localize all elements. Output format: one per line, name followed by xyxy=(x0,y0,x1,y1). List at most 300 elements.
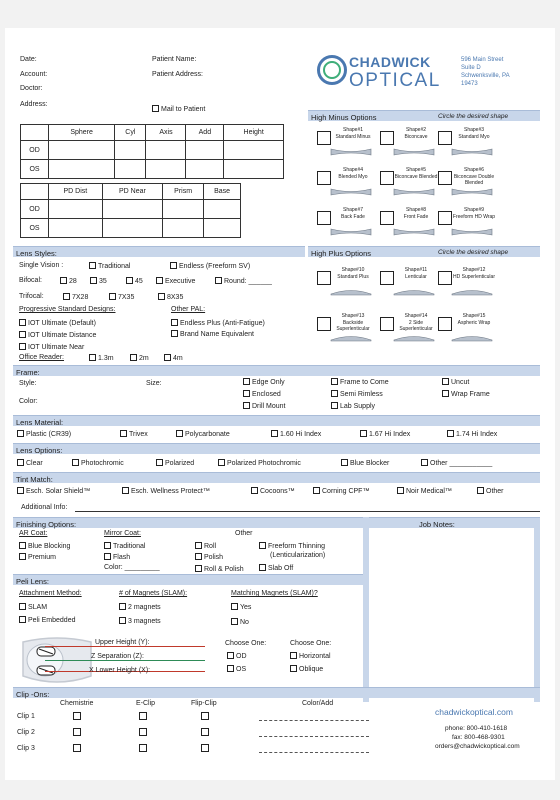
separation-line xyxy=(45,660,205,661)
semi-rimless-option[interactable] xyxy=(331,390,383,398)
lens-profile-icon xyxy=(329,288,373,296)
iot-distance-option[interactable] xyxy=(19,331,96,339)
office-13-option[interactable] xyxy=(89,354,114,362)
shape-description: Back Fade xyxy=(341,214,365,220)
option-label: 1.60 Hi Index xyxy=(280,431,322,438)
option-label: IOT Ultimate Near xyxy=(28,344,85,351)
option-label: 2 magnets xyxy=(128,604,161,611)
clipons-header xyxy=(13,687,540,698)
option-polarized[interactable] xyxy=(156,459,194,467)
shape-name: Shape#4 xyxy=(342,167,364,173)
matching-yes-option[interactable] xyxy=(231,603,251,611)
clip-header-chemistrie: Chemistrie xyxy=(60,700,94,707)
checkbox xyxy=(227,652,234,659)
checkbox[interactable] xyxy=(152,105,159,112)
option-label: Enclosed xyxy=(252,391,281,398)
lower-height-label: X Lower Height (X): xyxy=(89,667,151,674)
checkbox xyxy=(130,354,137,361)
phone: phone: 800-410-1618 xyxy=(445,725,508,732)
rx-cell[interactable] xyxy=(224,160,284,179)
option-label: Oblique xyxy=(299,666,324,673)
checkbox xyxy=(63,293,70,300)
option-label: Lab Supply xyxy=(340,403,376,410)
option-label: Clear xyxy=(26,460,43,467)
lens-profile-shape xyxy=(394,189,434,195)
shape-description: 2 Side Superlenticular xyxy=(399,320,433,332)
shape-name: Shape#1 xyxy=(342,127,364,133)
matching-label: Matching Magnets (SLAM)? xyxy=(231,590,318,597)
additional-info-label: Additional Info: xyxy=(21,504,68,511)
freeform-option[interactable] xyxy=(259,542,325,550)
pd-cell[interactable] xyxy=(163,200,204,219)
clip-header-eclip: E-Clip xyxy=(136,700,156,707)
material-167[interactable] xyxy=(360,430,410,438)
checkbox xyxy=(259,542,266,549)
option-other[interactable] xyxy=(421,459,492,467)
checkbox xyxy=(126,277,133,284)
high-minus-instruction: Circle the desired shape xyxy=(438,113,509,120)
checkbox xyxy=(104,542,111,549)
lens-profile-shape xyxy=(394,337,434,342)
finishing-title: Finishing Options: xyxy=(16,520,77,529)
lab-supply-option[interactable] xyxy=(331,402,375,410)
option-photochromic[interactable] xyxy=(72,459,124,467)
drill-mount-option[interactable] xyxy=(243,402,285,410)
bifocal-45-option[interactable] xyxy=(126,277,143,285)
traditional-option[interactable] xyxy=(89,262,130,270)
lens-profile-shape xyxy=(331,337,371,342)
enclosed-option[interactable] xyxy=(243,390,281,398)
trifocal-8x35-option[interactable] xyxy=(158,293,183,301)
option-label: Wrap Frame xyxy=(451,391,490,398)
option-label: Uncut xyxy=(451,379,470,386)
clip3-eclip-checkbox[interactable] xyxy=(139,744,147,752)
checkbox xyxy=(19,603,26,610)
checkbox xyxy=(176,430,183,437)
website[interactable]: chadwickoptical.com xyxy=(435,707,513,717)
matching-no-option[interactable] xyxy=(231,618,249,626)
shape-name: Shape#5 xyxy=(405,167,427,173)
material-trivex[interactable] xyxy=(120,430,148,438)
checkbox xyxy=(171,330,178,337)
lens-profile-shape xyxy=(331,189,371,195)
shape-name: Shape#7 xyxy=(342,207,364,213)
logo-line2: OPTICAL xyxy=(349,70,441,91)
lens-profile-shape xyxy=(394,229,434,235)
lens-profile-icon xyxy=(392,334,436,342)
choose-one-eye-label: Choose One: xyxy=(225,640,267,647)
choose-one-orientation-label: Choose One: xyxy=(290,640,332,647)
peli-glasses-diagram xyxy=(17,632,97,692)
pd-cell[interactable] xyxy=(204,219,241,238)
iot-near-option[interactable] xyxy=(19,343,84,351)
material-160[interactable] xyxy=(271,430,321,438)
lens-profile-shape xyxy=(394,291,434,296)
rx-cell[interactable] xyxy=(115,141,146,160)
shape-name: Shape#11 xyxy=(404,267,428,273)
shape-description: Standard Minus xyxy=(335,134,371,140)
option-label: Lower Height (X): xyxy=(95,667,151,674)
lens-profile-shape xyxy=(331,229,371,235)
checkbox xyxy=(215,277,222,284)
lens-profile-icon xyxy=(450,228,494,236)
checkbox xyxy=(19,616,26,623)
checkbox xyxy=(119,603,126,610)
fax: fax: 800-468-9301 xyxy=(452,734,505,741)
patient-address-label: Patient Address: xyxy=(152,71,203,78)
pd-cell[interactable] xyxy=(102,200,162,219)
edge-only-option[interactable] xyxy=(243,378,285,386)
checkbox xyxy=(19,553,26,560)
pd-cell[interactable] xyxy=(49,200,103,219)
mail-to-patient-label: Mail to Patient xyxy=(161,106,206,113)
premium-option[interactable] xyxy=(19,553,56,561)
option-clear[interactable] xyxy=(17,459,43,467)
frame-to-come-option[interactable] xyxy=(331,378,389,386)
checkbox xyxy=(227,665,234,672)
option-label: Round: ______ xyxy=(224,278,272,285)
shape-name: Shape#8 xyxy=(405,207,427,213)
account-label: Account: xyxy=(20,71,48,78)
lens-profile-icon xyxy=(329,148,373,156)
clipons-title: Clip -Ons: xyxy=(16,690,50,699)
order-form xyxy=(5,28,555,780)
rx-cell[interactable] xyxy=(146,160,186,179)
lens-profile-icon xyxy=(392,288,436,296)
mail-to-patient-checkbox[interactable] xyxy=(152,105,205,113)
clip1-eclip-checkbox[interactable] xyxy=(139,712,147,720)
checkbox xyxy=(170,262,177,269)
rx-cell[interactable] xyxy=(186,141,224,160)
checkbox xyxy=(164,354,171,361)
clip1-chemistrie-checkbox[interactable] xyxy=(73,712,81,720)
oblique-option[interactable] xyxy=(290,665,323,673)
checkbox xyxy=(442,390,449,397)
shape-name: Shape#15 xyxy=(462,313,486,319)
shape-description: Front Fade xyxy=(403,214,429,220)
rx-cell[interactable] xyxy=(186,160,224,179)
option-label: Polarized xyxy=(165,460,195,467)
checkbox xyxy=(251,487,258,494)
pd-header-dist: PD Dist xyxy=(49,184,103,200)
tint-match-header xyxy=(13,472,540,483)
upper-height-label: Upper Height (Y): xyxy=(95,639,150,646)
rx-cell[interactable] xyxy=(115,160,146,179)
checkbox xyxy=(17,459,24,466)
option-label: Blue Blocking xyxy=(28,543,71,550)
pd-cell[interactable] xyxy=(163,219,204,238)
checkbox xyxy=(195,553,202,560)
round-option[interactable] xyxy=(215,277,272,285)
option-label: Endless (Freeform SV) xyxy=(179,263,251,270)
option-label: Flash xyxy=(113,554,131,561)
option-label: Freeform Thinning xyxy=(268,543,326,550)
option-label: Traditional xyxy=(98,263,131,270)
frame-color-label: Color: xyxy=(19,398,38,405)
mirror-traditional-option[interactable] xyxy=(104,542,145,550)
checkbox xyxy=(231,618,238,625)
option-label: Brand Name Equivalent xyxy=(180,331,254,338)
option-label: Polish xyxy=(204,554,224,561)
option-label: 45 xyxy=(135,278,143,285)
option-label: Endless Plus (Anti-Fatigue) xyxy=(180,320,265,327)
flash-option[interactable] xyxy=(104,553,130,561)
checkbox xyxy=(104,553,111,560)
checkbox xyxy=(119,617,126,624)
logo-address-2: Suite D xyxy=(461,65,481,71)
pd-header-base: Base xyxy=(204,184,241,200)
rx-row-os: OS xyxy=(21,160,49,179)
option-label: Corning CPF™ xyxy=(322,488,370,495)
clip3-flipclip-checkbox[interactable] xyxy=(201,744,209,752)
lens-profile-icon xyxy=(450,288,494,296)
option-label: Polarized Photochromic xyxy=(227,460,301,467)
rx-cell[interactable] xyxy=(49,160,115,179)
checkbox xyxy=(218,459,225,466)
slam-option[interactable] xyxy=(19,603,47,611)
checkbox xyxy=(397,487,404,494)
rx-cell[interactable] xyxy=(146,141,186,160)
option-blue-blocker[interactable] xyxy=(341,459,389,467)
option-label: 1.74 Hi Index xyxy=(456,431,498,438)
logo-address-4: 19473 xyxy=(461,81,478,87)
bifocal-label: Bifocal: xyxy=(19,277,42,284)
pd-cell[interactable] xyxy=(204,200,241,219)
option-label: Trivex xyxy=(129,431,148,438)
pd-cell[interactable] xyxy=(102,219,162,238)
option-label: Cocoons™ xyxy=(260,488,295,495)
clip1-flipclip-checkbox[interactable] xyxy=(201,712,209,720)
lens-profile-shape xyxy=(394,149,434,155)
bifocal-35-option[interactable] xyxy=(90,277,107,285)
clip1-coloradd-line[interactable] xyxy=(259,720,369,721)
trifocal-7x28-option[interactable] xyxy=(63,293,88,301)
shape-description: HD Superlenticular xyxy=(453,274,495,280)
checkbox xyxy=(290,665,297,672)
rx-cell[interactable] xyxy=(224,141,284,160)
lens-profile-shape xyxy=(452,291,492,296)
lens-profile-shape xyxy=(331,291,371,296)
option-label: Esch. Wellness Protect™ xyxy=(131,488,210,495)
material-polycarbonate[interactable] xyxy=(176,430,230,438)
high-plus-instruction: Circle the desired shape xyxy=(438,249,509,256)
option-label: Esch. Solar Shield™ xyxy=(26,488,91,495)
peli-embedded-option[interactable] xyxy=(19,616,75,624)
material-174[interactable] xyxy=(447,430,497,438)
executive-option[interactable] xyxy=(156,277,195,285)
checkbox xyxy=(313,487,320,494)
3-magnets-option[interactable] xyxy=(119,617,161,625)
checkbox xyxy=(19,331,26,338)
shape-name: Shape#2 xyxy=(405,127,427,133)
other-label: Other xyxy=(235,530,253,537)
lens-profile-icon xyxy=(450,148,494,156)
roll-polish-option[interactable] xyxy=(195,565,244,573)
office-4-option[interactable] xyxy=(164,354,183,362)
option-label: SLAM xyxy=(28,604,48,611)
lens-profile-icon xyxy=(329,188,373,196)
high-minus-header xyxy=(308,110,540,121)
checkbox xyxy=(243,378,250,385)
lenticularization-label: (Lenticularization) xyxy=(270,552,326,559)
checkbox xyxy=(89,354,96,361)
lens-profile-shape xyxy=(331,149,371,155)
shape-description: Standard Myo xyxy=(458,134,490,140)
shape-name: Shape#13 xyxy=(341,313,365,319)
uncut-option[interactable] xyxy=(442,378,469,386)
checkbox xyxy=(19,319,26,326)
horizontal-option[interactable] xyxy=(290,652,331,660)
clip2-coloradd-line[interactable] xyxy=(259,736,369,737)
option-label: Other ___________ xyxy=(430,460,493,467)
rx-row-od: OD xyxy=(21,141,49,160)
lens-material-title: Lens Material: xyxy=(16,418,64,427)
option-label: Edge Only xyxy=(252,379,285,386)
tint-other[interactable] xyxy=(477,487,504,495)
pd-header-near: PD Near xyxy=(102,184,162,200)
slab-off-option[interactable] xyxy=(259,564,293,572)
option-label: OD xyxy=(236,653,247,660)
clip3-coloradd-line[interactable] xyxy=(259,752,369,753)
pd-row-od: OD xyxy=(21,200,49,219)
wrap-frame-option[interactable] xyxy=(442,390,490,398)
material-cr39[interactable] xyxy=(17,430,71,438)
email[interactable]: orders@chadwickoptical.com xyxy=(435,743,520,750)
mirror-coat-label: Mirror Coat: xyxy=(104,530,141,537)
job-notes-title: Job Notes: xyxy=(419,520,455,529)
checkbox xyxy=(17,487,24,494)
shape-description: Biconcave Blended xyxy=(394,174,438,180)
separation-label: Z Separation (Z): xyxy=(91,653,144,660)
logo-address-1: 596 Main Street xyxy=(461,57,504,63)
clip-row-1: Clip 1 xyxy=(17,713,35,720)
clip2-eclip-checkbox[interactable] xyxy=(139,728,147,736)
lens-profile-shape xyxy=(452,189,492,195)
checkbox xyxy=(90,277,97,284)
polish-option[interactable] xyxy=(195,553,223,561)
single-vision-label: Single Vision : xyxy=(19,262,64,269)
patient-name-label: Patient Name: xyxy=(152,56,197,63)
lens-profile-icon xyxy=(392,148,436,156)
lens-profile-icon xyxy=(450,334,494,342)
option-label: 1.3m xyxy=(98,355,114,362)
lens-profile-icon xyxy=(329,228,373,236)
option-label: 7X35 xyxy=(118,294,135,301)
rx-table xyxy=(20,124,284,179)
rx-header-add: Add xyxy=(186,125,224,141)
pd-header-prism: Prism xyxy=(163,184,204,200)
clip-row-2: Clip 2 xyxy=(17,729,35,736)
pd-table xyxy=(20,183,241,238)
rx-header-axis: Axis xyxy=(146,125,186,141)
shape-description: Backside Superlenticular xyxy=(336,320,370,332)
lens-styles-header xyxy=(13,246,305,257)
checkbox xyxy=(290,652,297,659)
peli-os-option[interactable] xyxy=(227,665,246,673)
peli-title: Peli Lens: xyxy=(16,577,49,586)
peli-od-option[interactable] xyxy=(227,652,247,660)
shape-description: Biconcave xyxy=(404,134,428,140)
checkbox xyxy=(156,459,163,466)
office-reader-label: Office Reader: xyxy=(19,354,65,361)
clip2-chemistrie-checkbox[interactable] xyxy=(73,728,81,736)
shape-description: Freeform HD Wrap xyxy=(452,214,496,220)
progressive-label: Progressive Standard Designs: xyxy=(19,306,116,313)
rx-cell[interactable] xyxy=(49,141,115,160)
checkbox xyxy=(171,319,178,326)
brand-name-option[interactable] xyxy=(171,330,254,338)
option-label: 28 xyxy=(69,278,77,285)
tint-match-title: Tint Match: xyxy=(16,475,53,484)
pd-cell[interactable] xyxy=(49,219,103,238)
pd-header-blank xyxy=(21,184,49,200)
option-label: Horizontal xyxy=(299,653,331,660)
checkbox xyxy=(331,390,338,397)
office-2-option[interactable] xyxy=(130,354,149,362)
roll-option[interactable] xyxy=(195,542,216,550)
attachment-label: Attachment Method: xyxy=(19,590,82,597)
rx-header-blank xyxy=(21,125,49,141)
magnets-label: # of Magnets (SLAM): xyxy=(119,590,188,597)
2-magnets-option[interactable] xyxy=(119,603,161,611)
option-label: Polycarbonate xyxy=(185,431,230,438)
endless-plus-option[interactable] xyxy=(171,319,265,327)
shape-description: Lenticular xyxy=(405,274,427,280)
option-label: Premium xyxy=(28,554,57,561)
option-label: Drill Mount xyxy=(252,403,286,410)
checkbox xyxy=(120,430,127,437)
lens-options-header xyxy=(13,443,540,454)
bifocal-28-option[interactable] xyxy=(60,277,77,285)
tint-solar-shield[interactable] xyxy=(17,487,90,495)
option-polarized-photochromic[interactable] xyxy=(218,459,301,467)
address-label: Address: xyxy=(20,101,48,108)
logo-address-3: Schwenksville, PA xyxy=(461,73,510,79)
tint-noir-medical[interactable] xyxy=(397,487,452,495)
checkbox xyxy=(341,459,348,466)
option-label: Separation (Z): xyxy=(97,653,144,660)
additional-info-line[interactable] xyxy=(75,511,540,512)
rx-header-sphere: Sphere xyxy=(49,125,115,141)
clip2-flipclip-checkbox[interactable] xyxy=(201,728,209,736)
tint-corning-cpf[interactable] xyxy=(313,487,369,495)
iot-default-option[interactable] xyxy=(19,319,96,327)
tint-wellness-protect[interactable] xyxy=(122,487,210,495)
checkbox xyxy=(360,430,367,437)
job-notes-area[interactable] xyxy=(369,528,540,702)
checkbox xyxy=(60,277,67,284)
logo-ring-inner xyxy=(323,61,341,79)
blue-blocking-option[interactable] xyxy=(19,542,70,550)
lens-options-title: Lens Options: xyxy=(16,446,63,455)
endless-option[interactable] xyxy=(170,262,250,270)
option-label: 7X28 xyxy=(72,294,89,301)
high-plus-title: High Plus Options xyxy=(311,249,372,258)
option-label: Peli Embedded xyxy=(28,617,76,624)
lens-material-header xyxy=(13,415,540,426)
lens-profile-shape xyxy=(452,149,492,155)
checkbox xyxy=(243,402,250,409)
pd-row-os: OS xyxy=(21,219,49,238)
shape-description: Aspheric Wrap xyxy=(457,320,491,326)
trifocal-7x35-option[interactable] xyxy=(109,293,134,301)
tint-cocoons[interactable] xyxy=(251,487,295,495)
checkbox xyxy=(477,487,484,494)
checkbox xyxy=(442,378,449,385)
lens-profile-icon xyxy=(450,188,494,196)
option-label: Blue Blocker xyxy=(350,460,390,467)
clip3-chemistrie-checkbox[interactable] xyxy=(73,744,81,752)
